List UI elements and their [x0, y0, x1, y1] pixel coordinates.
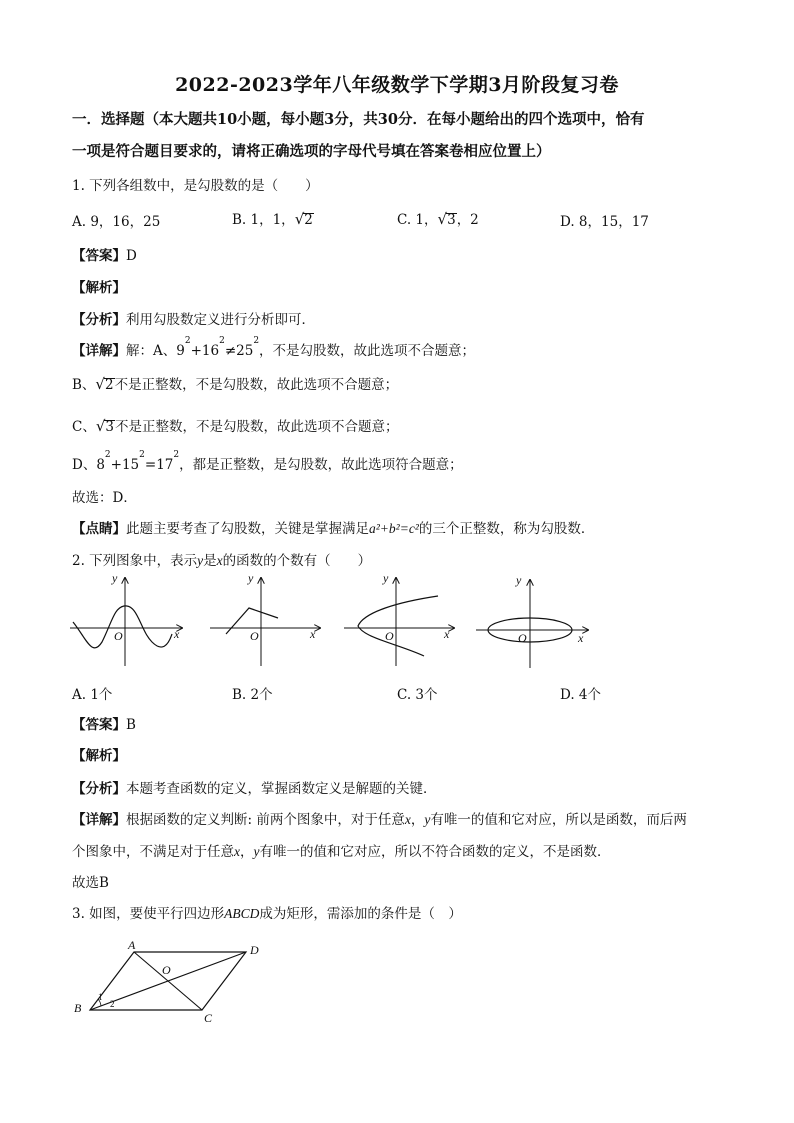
q1-option-b [232, 208, 314, 228]
q1-detail-d [72, 450, 463, 473]
graph-a-y-label: y [112, 572, 118, 585]
graph-a-sine [70, 572, 182, 666]
q2-conclusion: 故选B [72, 875, 109, 891]
sqrt-symbol: √ [294, 210, 305, 228]
diagonal-ac [134, 952, 202, 1010]
superscript: 2 [219, 336, 225, 346]
comment-text: 此题主要考查了勾股数，关键是掌握满足 [126, 521, 369, 537]
q1-comment [72, 517, 594, 537]
superscript: 2 [184, 336, 191, 346]
detail-a-part1: 解：A、9 [126, 343, 185, 359]
q2-option-c: C. 3个 [397, 687, 438, 703]
q3-stem [72, 902, 462, 922]
analysis-tag: 【分析】 [72, 312, 126, 328]
superscript: 2 [139, 450, 145, 460]
analysis-tag: 【分析】 [72, 781, 126, 797]
detail-b-radicand: 2 [104, 377, 114, 393]
vertex-d-label: D [250, 943, 259, 957]
graph-b-x-label: x [310, 627, 316, 641]
q3-stem-abcd: ABCD [224, 906, 260, 921]
q1-option-c-radicand: 3 [447, 212, 456, 228]
q1-jiexi: 【解析】 [72, 280, 126, 296]
graph-d-ellipse [476, 573, 588, 668]
detail-b-text: 不是正整数，不是勾股数，故此选项不合题意； [114, 377, 399, 393]
q1-answer-value: D [126, 248, 137, 264]
detail2-part1: 个图象中，不满足对于任意 [72, 844, 234, 860]
detail1-y: y [424, 812, 431, 827]
q2-stem-part3: 的函数的个数有（ ） [222, 553, 372, 569]
detail-d-part1: D、8 [72, 457, 105, 473]
q1-option-b-text: B. 1，1， [232, 212, 295, 228]
graph-d-x-label: x [578, 631, 584, 645]
q1-stem: 1. 下列各组数中，是勾股数的是（ ） [72, 178, 319, 194]
vertex-a-label: A [128, 938, 136, 952]
q1-analysis-text: 利用勾股数定义进行分析即可． [126, 312, 315, 328]
graph-a-origin: O [114, 629, 123, 643]
detail-a-part4: ，不是勾股数，故此选项不合题意； [259, 343, 476, 359]
q2-analysis [72, 777, 437, 797]
detail-d-part4: ，都是正整数，是勾股数，故此选项符合题意； [179, 457, 463, 473]
superscript: 2 [104, 450, 111, 460]
q1-conclusion: 故选：D． [72, 490, 137, 506]
q1-option-d: D. 8，15，17 [560, 214, 649, 230]
section1-heading-line2: 一项是符合题目要求的，请将正确选项的字母代号填在答案卷相应位置上） [72, 143, 551, 160]
q1-detail-a [72, 336, 476, 359]
detail-tag: 【详解】 [72, 343, 126, 359]
detail1-part2: 有唯一的值和它对应，所以是函数，而后两 [430, 812, 687, 828]
graph-b-polyline [210, 572, 320, 666]
q2-stem-part2: 是 [203, 553, 217, 569]
detail2-x: x [234, 844, 240, 859]
q1-option-b-radicand: 2 [304, 212, 313, 228]
center-o-label: O [162, 963, 171, 977]
q1-answer [72, 244, 137, 264]
graph-c-parabola [344, 572, 454, 666]
q2-detail-line1 [72, 808, 687, 828]
detail-d-part3: =17 [144, 457, 174, 473]
q2-analysis-text: 本题考查函数的定义，掌握函数定义是解题的关键． [126, 781, 437, 797]
superscript: 2 [173, 450, 180, 460]
detail2-comma: ， [240, 844, 254, 860]
q2-jiexi: 【解析】 [72, 748, 126, 764]
page-title: 2022-2023学年八年级数学下学期3月阶段复习卷 [175, 74, 619, 96]
graph-c-x-label: x [444, 627, 450, 641]
q2-option-d: D. 4个 [560, 687, 602, 703]
detail-c-label: C、 [72, 419, 96, 435]
graph-b-origin: O [250, 629, 259, 643]
detail2-y: y [253, 844, 260, 859]
q3-stem-part2: 成为矩形，需添加的条件是（ ） [259, 906, 462, 922]
q2-answer [72, 713, 136, 733]
q1-option-a: A. 9，16，25 [72, 214, 161, 230]
graph-d-y-label: y [516, 573, 522, 587]
q2-answer-value: B [126, 717, 136, 733]
section1-heading-line1: 一．选择题（本大题共10小题，每小题3分，共30分．在每小题给出的四个选项中，恰有 [72, 111, 645, 128]
angle-1-label: 1 [98, 992, 103, 1002]
q1-option-c-tail: ，2 [456, 212, 479, 228]
q2-stem-part1: 2. 下列图象中，表示 [72, 553, 198, 569]
graph-b-y-label: y [248, 572, 254, 585]
graph-a-x-label: x [174, 627, 180, 641]
detail-b-label: B、 [72, 377, 96, 393]
detail-d-part2: +15 [110, 457, 140, 473]
answer-tag: 【答案】 [72, 248, 126, 264]
detail-a-part2: +16 [190, 343, 220, 359]
comment-tail: 的三个正整数，称为勾股数． [418, 521, 595, 537]
q2-stem [72, 549, 371, 569]
detail1-comma: ， [410, 812, 425, 828]
detail-tag: 【详解】 [72, 812, 126, 828]
vertex-b-label: B [74, 1001, 82, 1015]
answer-tag: 【答案】 [72, 717, 126, 733]
detail-c-radicand: 3 [105, 419, 114, 435]
detail1-x: x [404, 812, 411, 827]
comment-formula: a²+b²=c² [369, 521, 419, 536]
q1-detail-c [72, 415, 399, 435]
comment-tag: 【点睛】 [72, 521, 126, 537]
sqrt-symbol: √ [437, 210, 448, 228]
q2-stem-x: x [216, 553, 223, 568]
superscript: 2 [253, 336, 260, 346]
q3-parallelogram-figure [68, 936, 278, 1022]
detail-a-part3: ≠25 [224, 343, 254, 359]
detail2-part2: 有唯一的值和它对应，所以不符合函数的定义，不是函数． [259, 844, 611, 860]
vertex-c-label: C [204, 1011, 213, 1022]
q1-option-c [397, 208, 479, 228]
q2-stem-y: y [197, 553, 204, 568]
detail1-part1: 根据函数的定义判断: 前两个图象中，对于任意 [126, 812, 405, 828]
graph-c-origin: O [385, 629, 394, 643]
sqrt-symbol: √ [95, 375, 105, 393]
q2-option-a: A. 1个 [72, 687, 113, 703]
graph-c-y-label: y [383, 572, 389, 585]
sqrt-symbol: √ [95, 417, 106, 435]
graph-d-origin: O [518, 631, 527, 645]
angle-2-label: 2 [110, 999, 115, 1009]
q2-detail-line2 [72, 840, 611, 860]
q1-option-c-text: C. 1， [397, 212, 438, 228]
q2-graphs [68, 572, 598, 672]
detail-c-text: 不是正整数，不是勾股数，故此选项不合题意； [115, 419, 399, 435]
q3-stem-part1: 3. 如图，要使平行四边形 [72, 906, 225, 922]
q1-detail-b [72, 373, 398, 393]
q1-analysis [72, 308, 315, 328]
q2-option-b: B. 2个 [232, 687, 273, 703]
